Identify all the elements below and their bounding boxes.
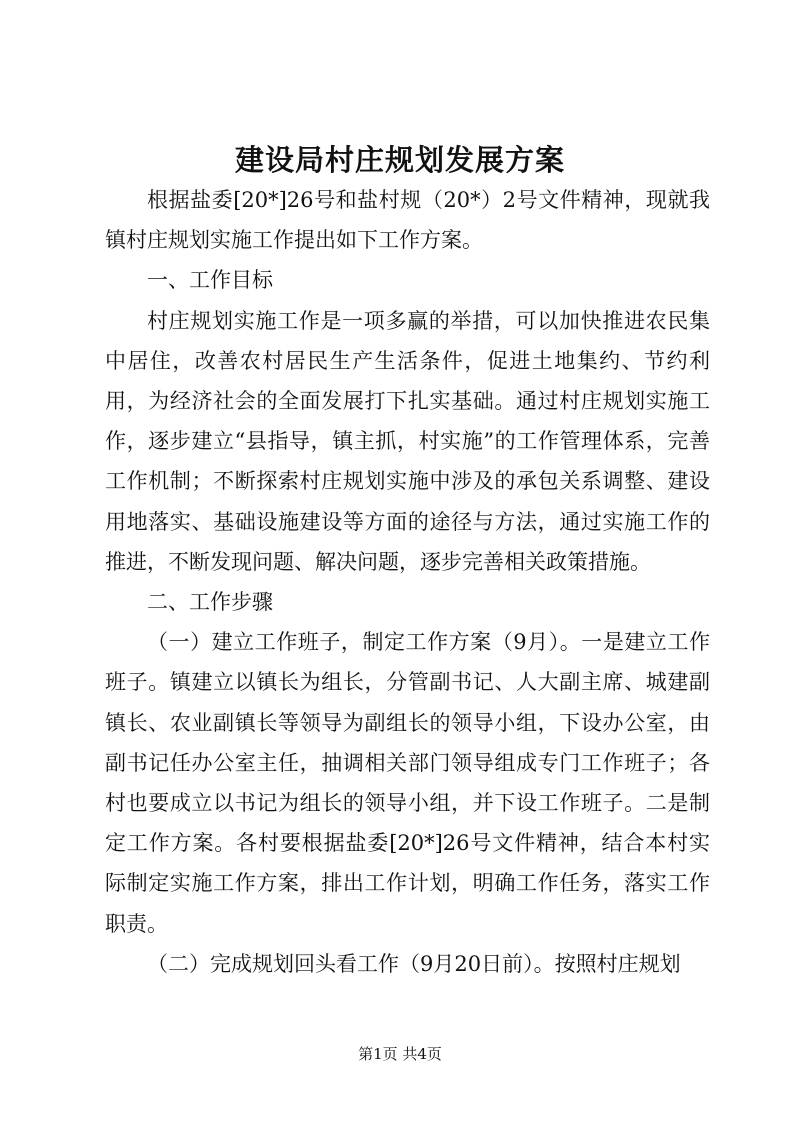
page-footer: 第1页 共4页 xyxy=(358,1045,442,1063)
paragraph-step-two: （二）完成规划回头看工作（9月20日前）。按照村庄规划 xyxy=(147,951,681,976)
document-body xyxy=(105,180,710,984)
section-heading-steps: 二、工作步骤 xyxy=(147,590,273,615)
document-title: 建设局村庄规划发展方案 xyxy=(234,143,565,177)
paragraph-goals: 村庄规划实施工作是一项多赢的举措，可以加快推进农民集中居住，改善农村居民生产生活条件，促进土地集约、节约利用，为经济社会的全面发展打下扎实基础。通过村庄规划实施工作，逐步建立“县指导，镇主抓，村实施”的工作管理体系，完善工作机制；不断探索村庄规划实施中涉及的承包关系调整、建设用地落实、基础设施建设等方面的途径与方法，通过实施工作的推进，不断发现问题、解决问题，逐步完善相关政策措施。 xyxy=(105,308,710,574)
paragraph-step-one: （一）建立工作班子，制定工作方案（9月）。一是建立工作班子。镇建立以镇长为组长，分管副书记、人大副主席、城建副镇长、农业副镇长等领导为副组长的领导小组，下设办公室，由副书记任办公室主任，抽调相关部门领导组成专门工作班子；各村也要成立以书记为组长的领导小组，并下设工作班子。二是制定工作方案。各村要根据盐委[20*]26号文件精神，结合本村实际制定实施工作方案，排出工作计划，明确工作任务，落实工作职责。 xyxy=(105,630,710,936)
section-heading-goals: 一、工作目标 xyxy=(147,268,273,293)
paragraph-intro: 根据盐委[20*]26号和盐村规（20*）2号文件精神，现就我镇村庄规划实施工作提出如下工作方案。 xyxy=(105,188,710,253)
